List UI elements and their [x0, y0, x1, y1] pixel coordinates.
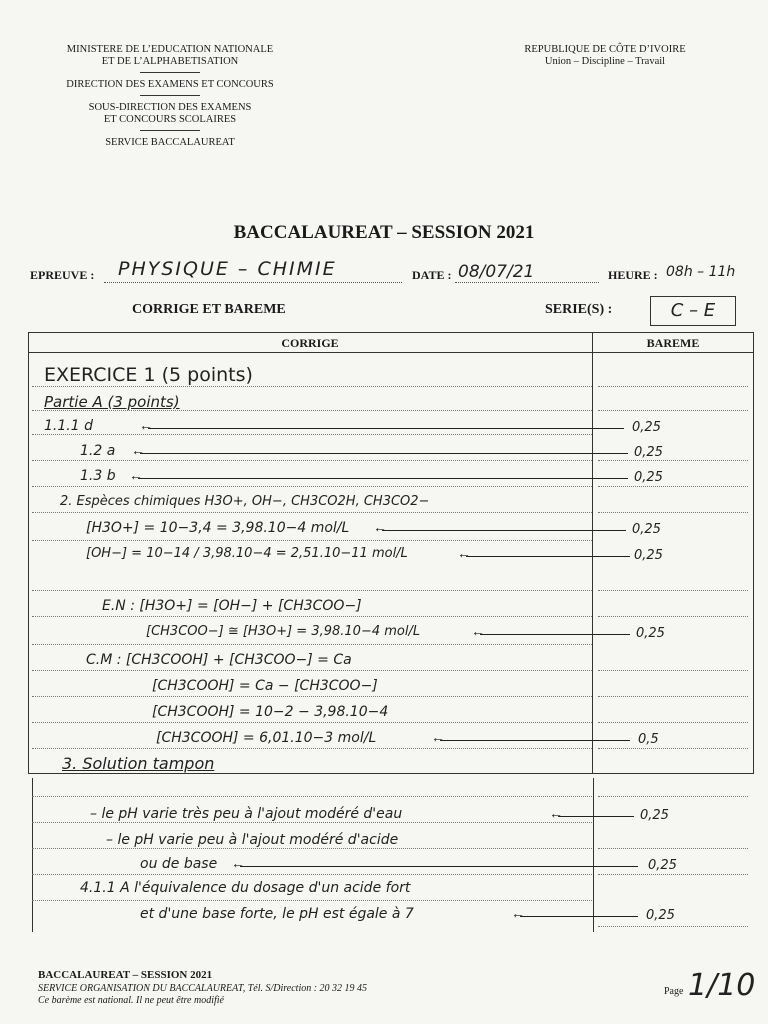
ministry-header — [20, 44, 320, 149]
answer-row: 1.1.1 d — [44, 418, 93, 434]
exercise-title: EXERCICE 1 (5 points) — [44, 364, 253, 386]
ministry-line1: MINISTERE DE L’EDUCATION NATIONALE — [66, 44, 274, 55]
answer-row: 2. Espèces chimiques H3O+, OH−, CH3CO2H, CH3CO2− — [60, 494, 430, 509]
arrow-icon — [466, 556, 630, 557]
arrow-icon — [558, 816, 634, 817]
direction: DIRECTION DES EXAMENS ET CONCOURS — [66, 79, 274, 90]
bareme-line — [598, 460, 748, 461]
ruled-line — [32, 512, 592, 513]
ruled-line — [32, 722, 592, 723]
part-title: Partie A (3 points) — [44, 393, 180, 411]
bareme-line — [598, 848, 748, 849]
score: 0,25 — [640, 808, 669, 823]
heure-value: 08h – 11h — [666, 264, 736, 280]
answer-row: [OH−] = 10−14 / 3,98.10−4 = 2,51.10−11 mol/L — [86, 546, 408, 561]
ruled-line — [32, 874, 592, 875]
score: 0,5 — [638, 732, 659, 747]
footer-service: SERVICE ORGANISATION DU BACCALAUREAT, Tél. S/Direction : 20 32 19 45 — [38, 983, 368, 994]
dotted-line — [455, 282, 599, 283]
bareme-line — [598, 722, 748, 723]
ruled-line — [32, 822, 592, 823]
answer-row: E.N : [H3O+] = [OH−] + [CH3COO−] — [102, 598, 362, 614]
score: 0,25 — [634, 548, 663, 563]
table-header-divider — [28, 352, 754, 353]
sub-direction-line2: ET CONCOURS SCOLAIRES — [103, 114, 237, 125]
score: 0,25 — [646, 908, 675, 923]
service: SERVICE BACCALAUREAT — [105, 137, 235, 148]
ruled-line — [32, 590, 592, 591]
ruled-line — [32, 386, 592, 387]
score: 0,25 — [632, 420, 661, 435]
date-label: DATE : — [412, 268, 452, 282]
epreuve-label: EPREUVE : — [30, 268, 95, 282]
arrow-icon — [382, 530, 626, 531]
arrow-icon — [148, 428, 624, 429]
ruled-line — [32, 460, 592, 461]
bareme-line — [598, 796, 748, 797]
bareme-line — [598, 670, 748, 671]
col-corrige: CORRIGE — [281, 336, 339, 350]
subtitle: CORRIGE ET BAREME — [132, 302, 286, 317]
footer-session: BACCALAUREAT – SESSION 2021 — [38, 969, 213, 981]
ruled-line — [32, 748, 592, 749]
score: 0,25 — [648, 858, 677, 873]
col-bareme: BAREME — [646, 336, 700, 350]
ruled-line — [32, 900, 592, 901]
ruled-line — [32, 696, 592, 697]
ministry-line2: ET DE L’ALPHABETISATION — [101, 56, 239, 67]
ruled-line — [32, 540, 592, 541]
republic-header — [470, 44, 740, 68]
arrow-icon — [440, 740, 630, 741]
page-label: Page — [664, 986, 684, 997]
section-title: 3. Solution tampon — [62, 754, 215, 773]
serie-label: SERIE(S) : — [545, 302, 613, 317]
arrow-icon — [520, 916, 638, 917]
ruled-line — [32, 434, 592, 435]
motto: Union – Discipline – Travail — [544, 56, 666, 67]
answer-row: 1.3 b — [80, 468, 116, 484]
column-divider — [592, 332, 593, 774]
answer-row: C.M : [CH3COOH] + [CH3COO−] = Ca — [86, 652, 352, 668]
serie-value: C – E — [670, 300, 716, 321]
arrow-icon — [138, 478, 628, 479]
bareme-line — [598, 590, 748, 591]
divider — [140, 130, 200, 131]
bareme-line — [598, 616, 748, 617]
bareme-line — [598, 386, 748, 387]
bareme-line — [598, 926, 748, 927]
answer-row: [CH3COOH] = 6,01.10−3 mol/L — [156, 730, 377, 746]
ruled-line — [32, 848, 592, 849]
ruled-line — [32, 796, 592, 797]
arrow-icon — [480, 634, 630, 635]
answer-row: [H3O+] = 10−3,4 = 3,98.10−4 mol/L — [86, 520, 350, 536]
ruled-line — [32, 616, 592, 617]
serie-box — [650, 296, 736, 326]
footer-notice: Ce barème est national. Il ne peut être modifié — [38, 995, 224, 1006]
ruled-line — [32, 670, 592, 671]
ruled-line — [32, 486, 592, 487]
epreuve-value: PHYSIQUE – CHIMIE — [118, 258, 337, 280]
score: 0,25 — [632, 522, 661, 537]
score: 0,25 — [636, 626, 665, 641]
ruled-line — [32, 644, 592, 645]
arrow-icon — [140, 453, 628, 454]
answer-row: 4.1.1 A l'équivalence du dosage d'un acide fort — [80, 880, 411, 896]
answer-row: [CH3COOH] = Ca − [CH3COO−] — [152, 678, 378, 694]
answer-row: ou de base — [140, 856, 218, 872]
answer-row: [CH3COO−] ≅ [H3O+] = 3,98.10−4 mol/L — [146, 624, 421, 639]
bareme-line — [598, 486, 748, 487]
bareme-line — [598, 696, 748, 697]
page-number: 1/10 — [688, 968, 756, 1003]
answer-row: et d'une base forte, le pH est égale à 7 — [140, 906, 414, 922]
answer-row: – le pH varie très peu à l'ajout modéré d'eau — [90, 806, 403, 822]
republic: REPUBLIQUE DE CÔTE D’IVOIRE — [524, 44, 686, 55]
divider — [140, 95, 200, 96]
page-title: BACCALAUREAT – SESSION 2021 — [233, 222, 535, 243]
bareme-line — [598, 410, 748, 411]
answer-row: 1.2 a — [80, 443, 116, 459]
dotted-line — [104, 282, 402, 283]
heure-label: HEURE : — [608, 268, 658, 282]
score: 0,25 — [634, 470, 663, 485]
answer-row: [CH3COOH] = 10−2 − 3,98.10−4 — [152, 704, 389, 720]
sub-direction-line1: SOUS-DIRECTION DES EXAMENS — [88, 102, 252, 113]
divider — [140, 72, 200, 73]
bareme-line — [598, 748, 748, 749]
answer-row: – le pH varie peu à l'ajout modéré d'acide — [106, 832, 399, 848]
score: 0,25 — [634, 445, 663, 460]
bareme-line — [598, 512, 748, 513]
bareme-line — [598, 874, 748, 875]
date-value: 08/07/21 — [458, 262, 535, 282]
arrow-icon — [240, 866, 638, 867]
